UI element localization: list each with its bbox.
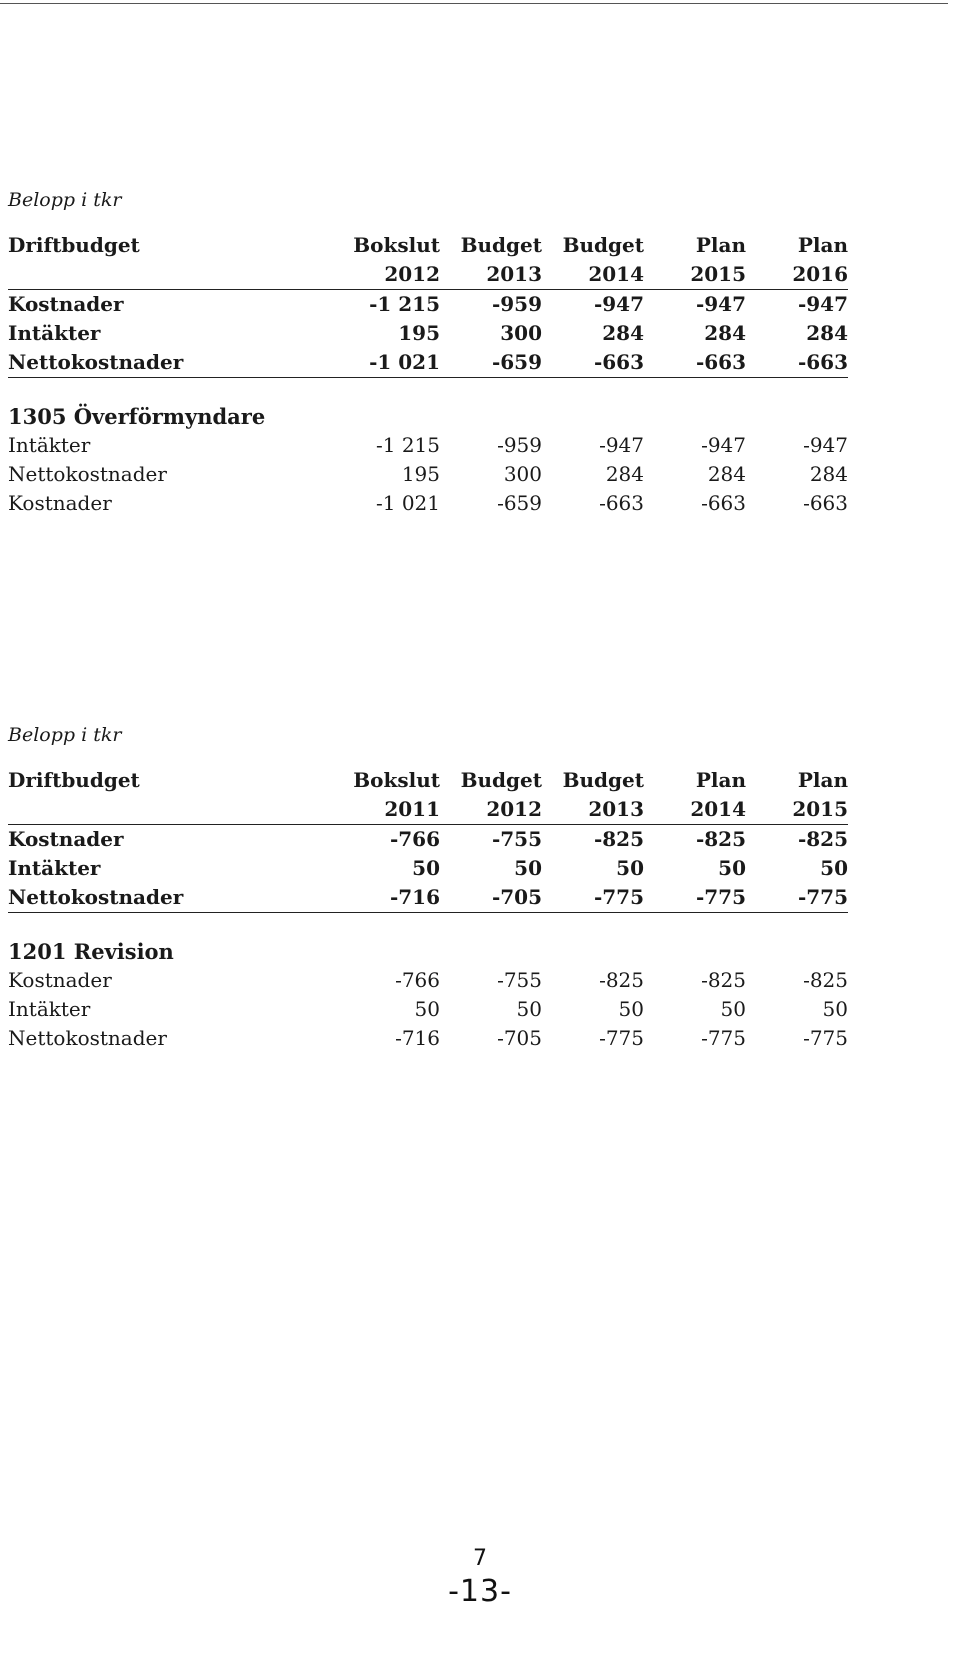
page-number-secondary: -13- bbox=[448, 1574, 512, 1609]
column-header: Budget bbox=[562, 768, 644, 792]
cell-value: 50 bbox=[414, 997, 440, 1021]
table-title: Driftbudget bbox=[8, 768, 140, 792]
cell-value: -947 bbox=[593, 292, 644, 316]
unit-title: 1201 Revision bbox=[8, 939, 174, 964]
cell-value: 195 bbox=[398, 321, 440, 345]
cell-value: 50 bbox=[720, 997, 746, 1021]
cell-value: -1 215 bbox=[369, 292, 440, 316]
budget-section-2 bbox=[8, 722, 848, 1053]
cell-value: -825 bbox=[797, 827, 848, 851]
column-header: Budget bbox=[460, 768, 542, 792]
table-row bbox=[8, 489, 848, 518]
column-year: 2015 bbox=[746, 795, 848, 825]
cell-value: -659 bbox=[440, 348, 542, 378]
cell-value: -947 bbox=[797, 292, 848, 316]
budget-table bbox=[8, 766, 848, 1053]
column-year: 2012 bbox=[338, 260, 440, 290]
cell-value: -716 bbox=[395, 1026, 440, 1050]
cell-value: 284 bbox=[806, 321, 848, 345]
cell-value: 284 bbox=[704, 321, 746, 345]
column-year: 2016 bbox=[746, 260, 848, 290]
column-year: 2012 bbox=[440, 795, 542, 825]
table-row bbox=[8, 825, 848, 855]
cell-value: 50 bbox=[718, 856, 746, 880]
cell-value: -663 bbox=[644, 348, 746, 378]
row-label: Kostnader bbox=[8, 968, 112, 992]
unit-title-row bbox=[8, 937, 848, 966]
cell-value: -825 bbox=[599, 968, 644, 992]
cell-value: -663 bbox=[803, 491, 848, 515]
table-row bbox=[8, 460, 848, 489]
row-label: Nettokostnader bbox=[8, 348, 338, 378]
table-title: Driftbudget bbox=[8, 233, 140, 257]
table-row bbox=[8, 995, 848, 1024]
cell-value: 50 bbox=[412, 856, 440, 880]
table-row bbox=[8, 348, 848, 378]
column-year: 2013 bbox=[542, 795, 644, 825]
cell-value: 284 bbox=[602, 321, 644, 345]
column-year: 2015 bbox=[644, 260, 746, 290]
column-year: 2014 bbox=[644, 795, 746, 825]
cell-value: -959 bbox=[497, 433, 542, 457]
cell-value: -825 bbox=[695, 827, 746, 851]
header-row bbox=[8, 766, 848, 795]
budget-table bbox=[8, 231, 848, 518]
cell-value: -775 bbox=[644, 883, 746, 913]
cell-value: -775 bbox=[701, 1026, 746, 1050]
cell-value: -775 bbox=[599, 1026, 644, 1050]
column-header: Budget bbox=[460, 233, 542, 257]
cell-value: 195 bbox=[401, 462, 440, 486]
cell-value: 284 bbox=[605, 462, 644, 486]
cell-value: -825 bbox=[803, 968, 848, 992]
column-header: Plan bbox=[797, 768, 848, 792]
column-year: 2013 bbox=[440, 260, 542, 290]
cell-value: -716 bbox=[338, 883, 440, 913]
cell-value: -755 bbox=[491, 827, 542, 851]
cell-value: -1 215 bbox=[375, 433, 440, 457]
cell-value: -659 bbox=[497, 491, 542, 515]
cell-value: 50 bbox=[616, 856, 644, 880]
cell-value: -766 bbox=[389, 827, 440, 851]
row-label: Nettokostnader bbox=[8, 1026, 167, 1050]
row-label: Nettokostnader bbox=[8, 883, 338, 913]
column-header: Bokslut bbox=[353, 768, 440, 792]
cell-value: -1 021 bbox=[338, 348, 440, 378]
row-label: Intäkter bbox=[8, 856, 101, 880]
cell-value: 50 bbox=[822, 997, 848, 1021]
cell-value: -947 bbox=[695, 292, 746, 316]
cell-value: 284 bbox=[707, 462, 746, 486]
table-row bbox=[8, 883, 848, 913]
cell-value: 50 bbox=[820, 856, 848, 880]
year-row bbox=[8, 795, 848, 825]
table-row bbox=[8, 431, 848, 460]
cell-value: 50 bbox=[514, 856, 542, 880]
year-row bbox=[8, 260, 848, 290]
row-label: Intäkter bbox=[8, 321, 101, 345]
cell-value: -947 bbox=[803, 433, 848, 457]
cell-value: -663 bbox=[599, 491, 644, 515]
cell-value: -663 bbox=[746, 348, 848, 378]
cell-value: 284 bbox=[809, 462, 848, 486]
section-caption: Belopp i tkr bbox=[8, 724, 122, 746]
cell-value: -755 bbox=[497, 968, 542, 992]
cell-value: -775 bbox=[803, 1026, 848, 1050]
cell-value: -766 bbox=[395, 968, 440, 992]
row-label: Intäkter bbox=[8, 997, 91, 1021]
cell-value: -775 bbox=[542, 883, 644, 913]
cell-value: 50 bbox=[516, 997, 542, 1021]
row-label: Kostnader bbox=[8, 491, 112, 515]
column-header: Plan bbox=[797, 233, 848, 257]
column-year: 2014 bbox=[542, 260, 644, 290]
cell-value: -825 bbox=[593, 827, 644, 851]
cell-value: -825 bbox=[701, 968, 746, 992]
table-row bbox=[8, 966, 848, 995]
row-label: Intäkter bbox=[8, 433, 91, 457]
table-row bbox=[8, 1024, 848, 1053]
row-label: Nettokostnader bbox=[8, 462, 167, 486]
unit-title-row bbox=[8, 402, 848, 431]
cell-value: -663 bbox=[542, 348, 644, 378]
budget-section-1 bbox=[8, 187, 848, 518]
cell-value: -1 021 bbox=[375, 491, 440, 515]
section-caption: Belopp i tkr bbox=[8, 189, 122, 211]
cell-value: -663 bbox=[701, 491, 746, 515]
cell-value: -705 bbox=[497, 1026, 542, 1050]
header-row bbox=[8, 231, 848, 260]
cell-value: -775 bbox=[746, 883, 848, 913]
cell-value: -959 bbox=[491, 292, 542, 316]
row-label: Kostnader bbox=[8, 827, 124, 851]
unit-title: 1305 Överförmyndare bbox=[8, 404, 266, 429]
page-number: 7 bbox=[473, 1546, 487, 1571]
column-header: Plan bbox=[695, 233, 746, 257]
cell-value: 300 bbox=[503, 462, 542, 486]
top-rule bbox=[0, 3, 948, 4]
column-header: Bokslut bbox=[353, 233, 440, 257]
column-header: Budget bbox=[562, 233, 644, 257]
table-row bbox=[8, 854, 848, 883]
cell-value: 300 bbox=[500, 321, 542, 345]
table-row bbox=[8, 319, 848, 348]
cell-value: 50 bbox=[618, 997, 644, 1021]
cell-value: -705 bbox=[440, 883, 542, 913]
cell-value: -947 bbox=[701, 433, 746, 457]
cell-value: -947 bbox=[599, 433, 644, 457]
column-header: Plan bbox=[695, 768, 746, 792]
row-label: Kostnader bbox=[8, 292, 124, 316]
table-row bbox=[8, 290, 848, 320]
column-year: 2011 bbox=[338, 795, 440, 825]
